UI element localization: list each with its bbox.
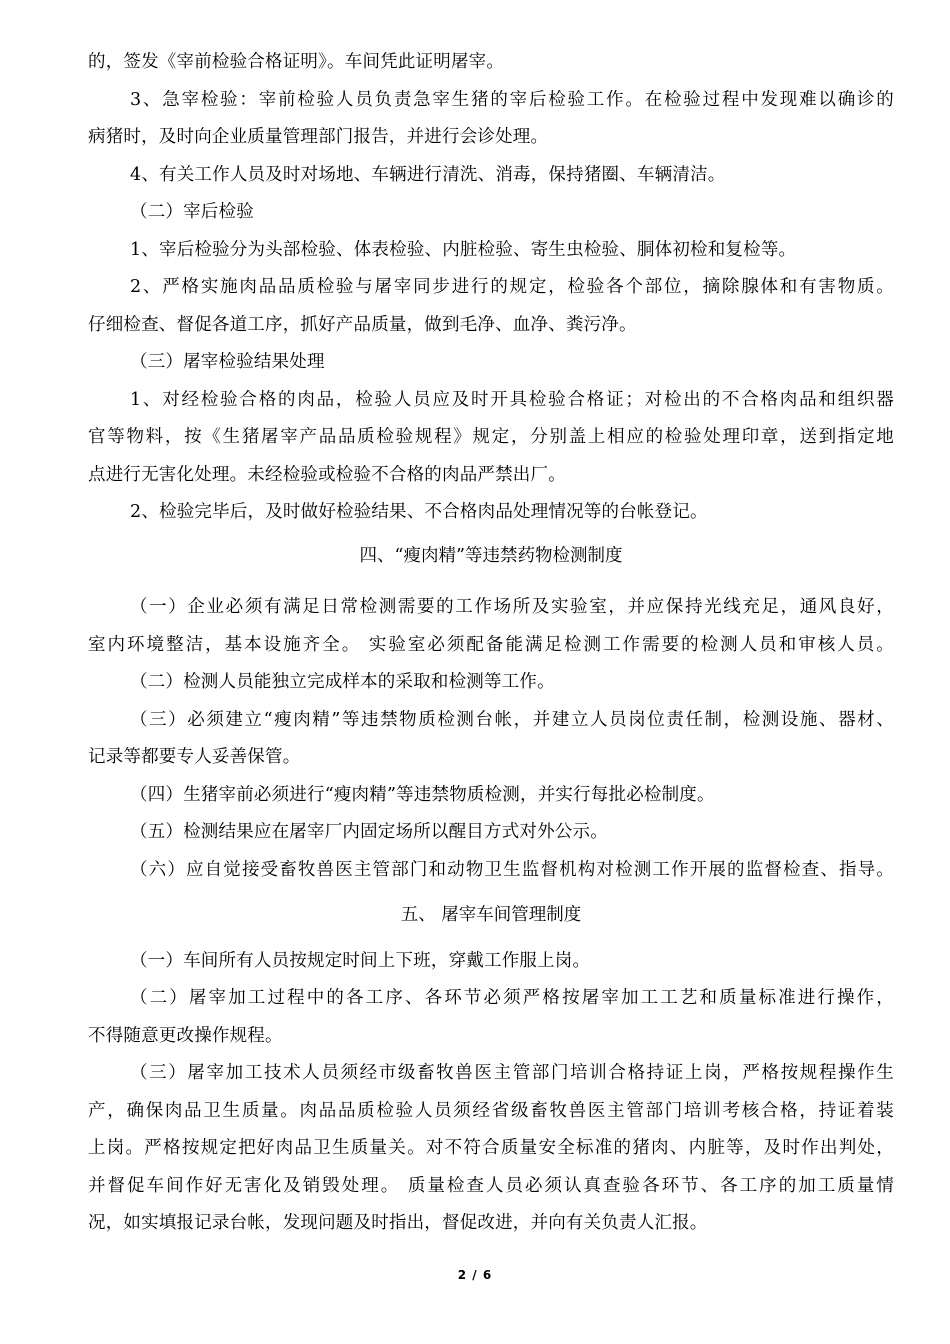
text-line: 点进行无害化处理。未经检验或检验不合格的肉品严禁出厂。 bbox=[88, 464, 566, 485]
text-line: 2、严格实施肉品品质检验与屠宰同步进行的规定，检验各个部位，摘除腺体和有害物质。 bbox=[130, 277, 894, 297]
text-line: 4、有关工作人员及时对场地、车辆进行清洗、消毒，保持猪圈、车辆清洁。 bbox=[130, 164, 726, 185]
document-page bbox=[88, 44, 894, 1243]
text-line: （六）应自觉接受畜牧兽医主管部门和动物卫生监督机构对检测工作开展的监督检查、指导。 bbox=[130, 859, 894, 880]
text-line: 并督促车间作好无害化及销毁处理。 质量检查人员必须认真查验各环节、各工序的加工质量情 bbox=[88, 1175, 894, 1196]
text-line: 不得随意更改操作规程。 bbox=[88, 1025, 283, 1046]
text-line: 2、检验完毕后，及时做好检验结果、不合格肉品处理情况等的台帐登记。 bbox=[130, 502, 708, 522]
text-line: （三）屠宰检验结果处理 bbox=[130, 352, 325, 372]
text-line: 病猪时，及时向企业质量管理部门报告，并进行会诊处理。 bbox=[88, 127, 549, 147]
section-workshop-rules bbox=[88, 943, 894, 1243]
text-line: （三）必须建立“瘦肉精”等违禁物质检测台帐，并建立人员岗位责任制，检测设施、器材、 bbox=[130, 709, 894, 730]
heading-clenbuterol-testing: 四、“瘦肉精”等违禁药物检测制度 bbox=[359, 545, 623, 566]
text-line: （三）屠宰加工技术人员须经市级畜牧兽医主管部门培训合格持证上岗，严格按规程操作生 bbox=[130, 1063, 894, 1083]
text-line: （二）检测人员能独立完成样本的采取和检测等工作。 bbox=[130, 672, 555, 692]
text-line: （五）检测结果应在屠宰厂内固定场所以醒目方式对外公示。 bbox=[130, 822, 608, 842]
text-line: 记录等都要专人妥善保管。 bbox=[88, 747, 301, 767]
text-line: 1、对经检验合格的肉品，检验人员应及时开具检验合格证；对检出的不合格肉品和组织器 bbox=[130, 389, 894, 410]
text-line: 上岗。严格按规定把好肉品卫生质量关。对不符合质量安全标准的猪肉、内脏等，及时作出判处， bbox=[88, 1138, 894, 1158]
text-line: （二）屠宰加工过程中的各工序、各环节必须严格按屠宰加工工艺和质量标准进行操作， bbox=[130, 988, 894, 1008]
text-line: 产，确保肉品卫生质量。肉品品质检验人员须经省级畜牧兽医主管部门培训考核合格，持证着装 bbox=[88, 1100, 894, 1121]
text-line: （二）宰后检验 bbox=[130, 202, 254, 222]
section-slaughter-inspection bbox=[88, 44, 894, 532]
text-line: 官等物料，按《生猪屠宰产品品质检验规程》规定，分别盖上相应的检验处理印章，送到指定地 bbox=[88, 427, 894, 447]
text-line: （四）生猪宰前必须进行“瘦肉精”等违禁物质检测，并实行每批必检制度。 bbox=[130, 784, 715, 805]
section-clenbuterol-rules bbox=[88, 589, 894, 889]
text-line: （一）企业必须有满足日常检测需要的工作场所及实验室，并应保持光线充足，通风良好， bbox=[130, 597, 894, 617]
page-number: 2 / 6 bbox=[457, 1268, 493, 1282]
text-line: 1、宰后检验分为头部检验、体表检验、内脏检验、寄生虫检验、胴体初检和复检等。 bbox=[130, 239, 797, 260]
text-line: （一）车间所有人员按规定时间上下班，穿戴工作服上岗。 bbox=[130, 950, 591, 971]
text-line: 的，签发《宰前检验合格证明》。车间凭此证明屠宰。 bbox=[88, 52, 505, 72]
text-line: 况，如实填报记录台帐，发现问题及时指出，督促改进，并向有关负责人汇报。 bbox=[88, 1213, 708, 1233]
text-line: 仔细检查、督促各道工序，抓好产品质量，做到毛净、血净、粪污净。 bbox=[88, 314, 637, 335]
text-line: 3、急宰检验：宰前检验人员负责急宰生猪的宰后检验工作。在检验过程中发现难以确诊的 bbox=[130, 89, 894, 110]
heading-workshop-management: 五、 屠宰车间管理制度 bbox=[400, 905, 582, 925]
text-line: 室内环境整洁，基本设施齐全。 实验室必须配备能满足检测工作需要的检测人员和审核人员。 bbox=[88, 634, 894, 655]
